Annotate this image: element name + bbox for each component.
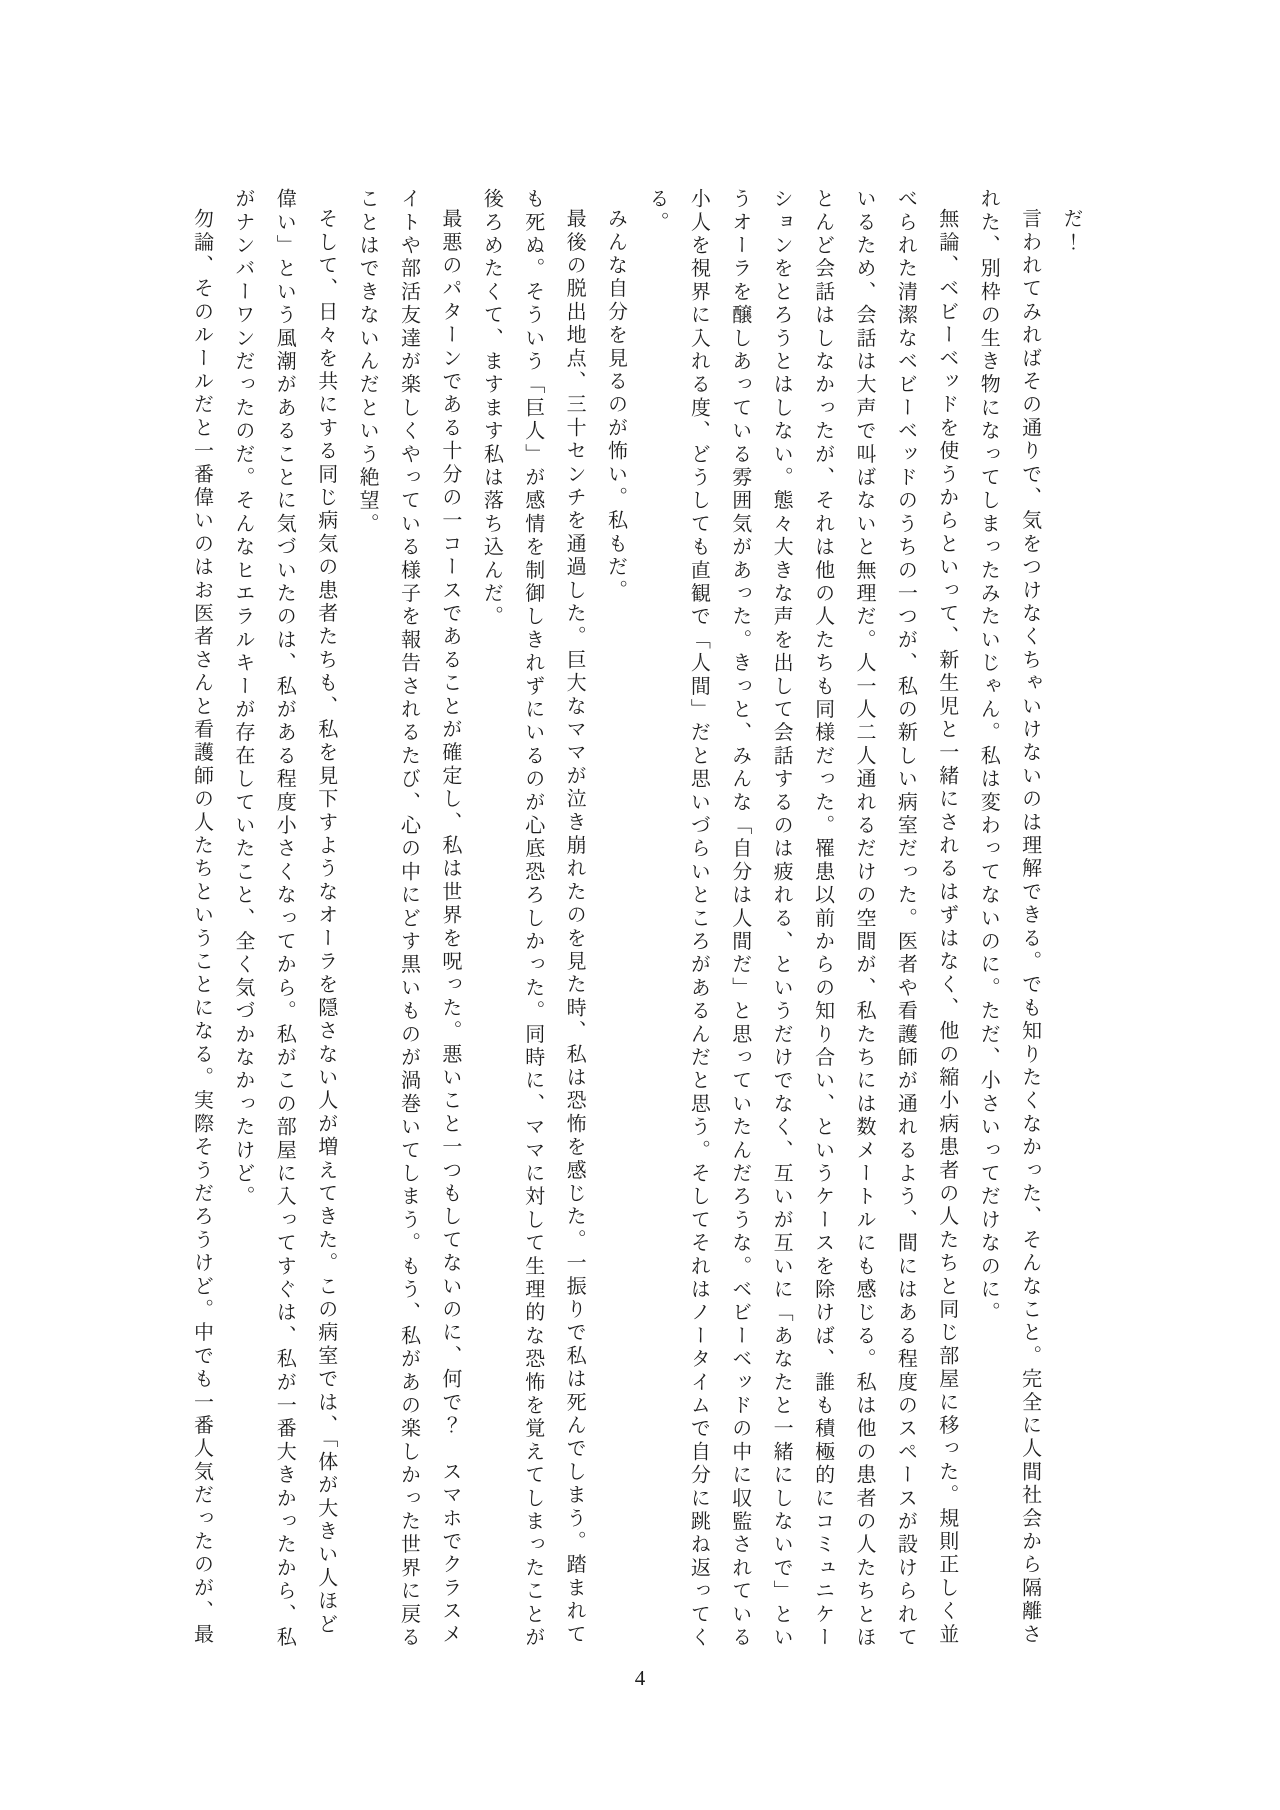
paragraph: 勿論、そのルールだと一番偉いのはお医者さんと看護師の人たちということになる。実際そうだろうけど。中でも一番人気だったのが、最 xyxy=(190,208,213,1647)
page-number: 4 xyxy=(634,1666,646,1690)
paragraph: だ！ xyxy=(1060,208,1082,255)
paragraph: 言われてみればその通りで、気をつけなくちゃいけないのは理解できる。でも知りたくなかった、そんなこと。完全に人間社会から隔離された、別枠の生き物になってしまったみたいじゃん。私は変わってないのに。ただ、小さいってだけなのに。 xyxy=(977,188,1041,1647)
paragraph: 無論、ベビーベッドを使うからといって、新生児と一緒にされるはずはなく、他の縮小病患者の人たちと同じ部屋に移った。規則正しく並べられた清潔なベビーベッドのうちの一つが、私の新しい病室だった。医者や看護師が通れるよう、間にはある程度のスペースが設けられているため、会話は大声で叫ばないと無理だ。人一人二人通れるだけの空間が、私たちには数メートルにも感じる。私は他の患者の人たちとほとんど会話はしなかったが、それは他の人たちも同様だった。罹患以前からの知り合い、というケースを除けば、誰も積極的にコミュニケーションをとろうとはしない。態々大きな声を出して会話するのは疲れる、というだけでなく、互いが互いに「あなたと一緒にしないで」というオーラを醸しあっている雰囲気があった。きっと、みんな「自分は人間だ」と思っていたんだろうな。ベビーベッドの中に収監されている小人を視界に入れる度、どうしても直観で「人間」だと思いづらいところがあるんだと思う。そしてそれはノータイムで自分に跳ね返ってくる。 xyxy=(645,188,958,1650)
paragraph: みんな自分を見るのが怖い。私もだ。 xyxy=(604,208,627,603)
paragraph: そして、日々を共にする同じ病気の患者たちも、私を見下すようなオーラを隠さない人が増えてきた。この病室では、「体が大きい人ほど偉い」という風潮があることに気づいたのは、私がある程度小さくなってから。私がこの部屋に入ってすぐは、私が一番大きかったから、私がナンバーワンだったのだ。そんなヒエラルキーが存在していたこと、全く気づかなかったけど。 xyxy=(231,188,337,1650)
paragraph: 最悪のパターンである十分の一コースであることが確定し、私は世界を呪った。悪いこと一つもしてないのに、何で？ スマホでクラスメイトや部活友達が楽しくやっている様子を報告されるたび、心の中にどす黒いものが渦巻いてしまう。もう、私があの楽しかった世界に戻ることはできないんだという絶望。 xyxy=(356,188,461,1650)
paragraph: 最後の脱出地点、三十センチを通過した。巨大なママが泣き崩れたのを見た時、私は恐怖を感じた。一振りで私は死んでしまう。踏まれても死ぬ。そういう「巨人」が感情を制御しきれずにいるのが心底恐ろしかった。同時に、ママに対して生理的な恐怖を覚えてしまったことが後ろめたくて、ますます私は落ち込んだ。 xyxy=(480,188,586,1650)
vertical-text-block xyxy=(180,188,1091,1650)
